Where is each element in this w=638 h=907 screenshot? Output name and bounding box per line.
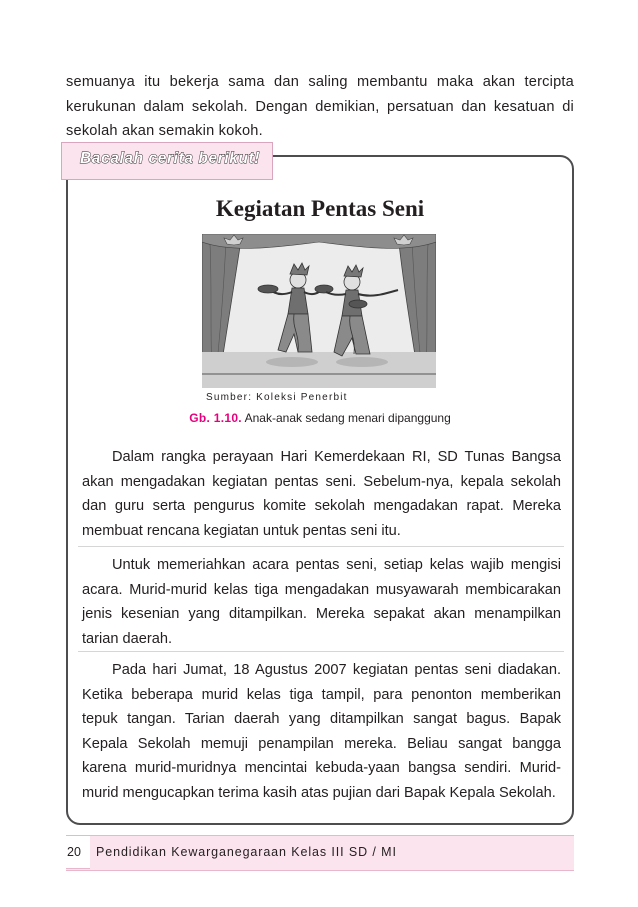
paragraph-divider	[78, 651, 564, 652]
story-paragraph-3: Pada hari Jumat, 18 Agustus 2007 kegiatan pentas seni diadakan. Ketika beberapa murid kelas tiga tampil, para penonton memberikan tepuk tangan. Tarian daerah yang ditampilkan sangat bagus. Bapak Kepala Sekolah memuji penampilan mereka. Beliau sangat bangga karena murid-muridnya mencintai kebuda-yaan bangsa sendiri. Murid-murid mengucapkan terima kasih atas pujian dari Bapak Kepala Sekolah.	[82, 662, 561, 801]
book-title: Pendidikan Kewarganegaraan Kelas III SD / MI	[96, 845, 397, 859]
story-title: Kegiatan Pentas Seni	[215, 196, 425, 221]
reading-tag-label: Bacalah cerita berikut!	[80, 150, 261, 167]
paragraph-divider	[78, 546, 564, 547]
figure-credit: Sumber: Koleksi Penerbit	[206, 392, 348, 403]
intro-paragraph: semuanya itu bekerja sama dan saling membantu maka akan tercipta kerukunan dalam sekolah. Dengan demikian, persatuan dan kesatuan di sekolah akan semakin kokoh.	[66, 74, 574, 139]
story-paragraph-2: Untuk memeriahkan acara pentas seni, setiap kelas wajib mengisi acara. Murid-murid kelas tiga mengadakan musyawarah membicarakan jenis kesenian yang ditampilkan. Mereka sepakat akan menampilkan tarian daerah.	[82, 557, 561, 647]
figure-number: Gb. 1.10.	[189, 411, 242, 425]
figure-caption	[66, 411, 574, 425]
dancing-children-illustration	[202, 234, 436, 388]
story-paragraph-1: Dalam rangka perayaan Hari Kemerdekaan RI, SD Tunas Bangsa akan mengadakan kegiatan pentas seni. Sebelum-nya, kepala sekolah dan guru serta pengurus komite sekolah mengadakan rapat. Mereka membuat rencana kegiatan untuk pentas seni itu.	[82, 449, 561, 539]
figure-caption-text: Anak-anak sedang menari dipanggung	[244, 411, 451, 425]
page-number: 20	[67, 845, 81, 859]
